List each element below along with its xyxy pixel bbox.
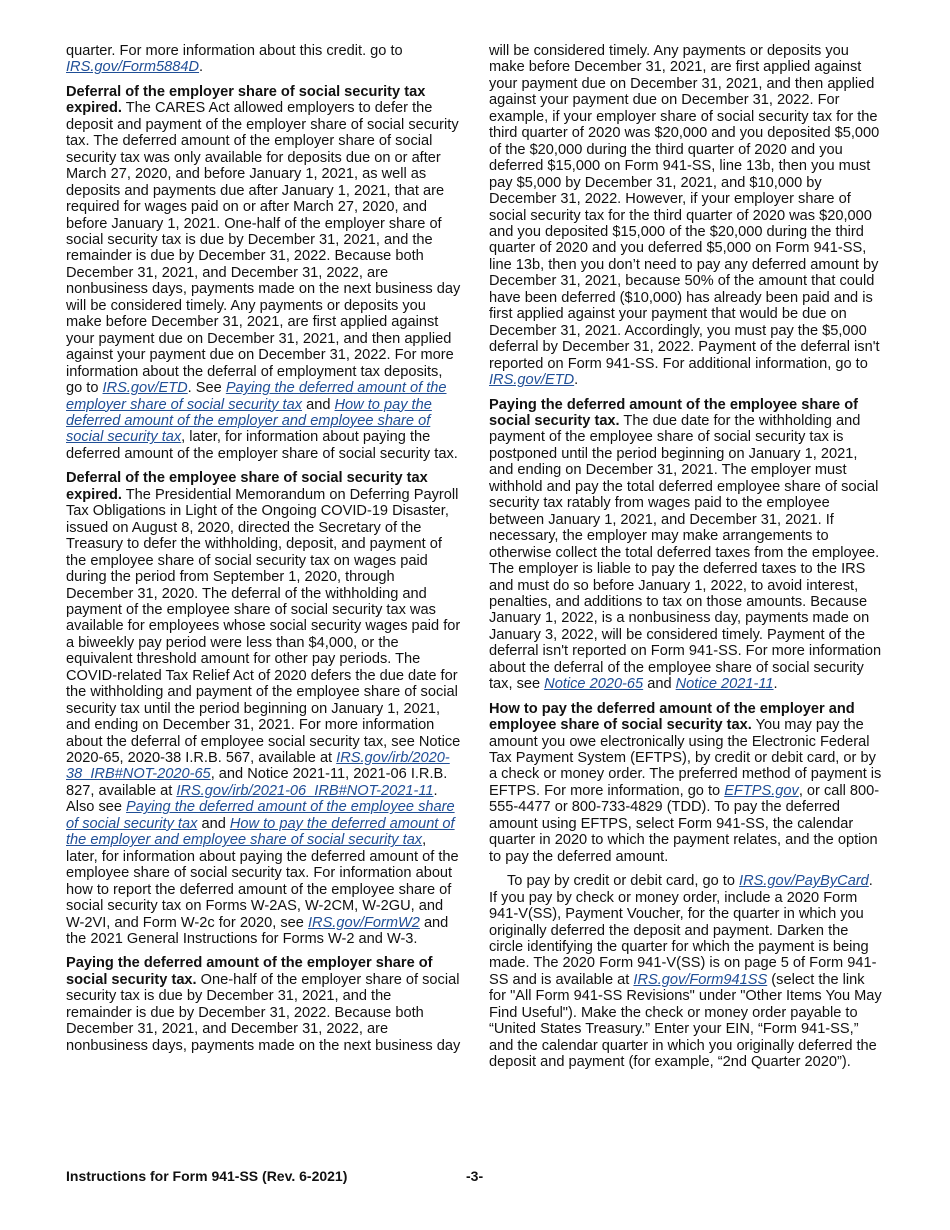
- link-irs-form941ss[interactable]: IRS.gov/Form941SS: [633, 971, 768, 988]
- paragraph: Deferral of the employer share of social security tax expired. The CARES Act allowed employers to defer the deposit and payment of the employer share of social security tax. The deferred amount of the employer share of social security tax was only available for deposits due on or after March 27, 2020, and before January 1, 2021, as well as deposits and payments due after January 1, 2021, that are required for wages paid on or after March 27, 2020, and before January 1, 2021. One-half of the employer share of social security tax is due by December 31, 2021, and the remainder is due by December 31, 2022. Because both December 31, 2021, and December 31, 2022, are nonbusiness days, payments made on the next business day will be considered timely. Any payments or deposits you make before December 31, 2021, are first applied against your payment due on December 31, 2021, and then applied against your payment due on December 31, 2022. For more information about the deferral of employment tax deposits, go to IRS.gov/ETD. See Paying the deferred amount of the employer share of social security tax and How to pay the deferred amount of the employer and employee share of social security tax, later, for information about paying the deferred amount of the employer share of social security tax.: [66, 83, 461, 462]
- section-heading: Deferral of the employee share of social security tax expired.: [66, 470, 428, 503]
- left-column: [66, 43, 461, 1062]
- paragraph: will be considered timely. Any payments or deposits you make before December 31, 2021, are first applied against your payment due on December 31, 2021, and then applied against your payment due on December 31, 2022. For example, if your employer share of social security tax for the third quarter of 2020 was $20,000 and you deposited $5,000 of the $20,000 during the third quarter of 2020 and you deferred $15,000 on Form 941-SS, line 13b, then you must pay $5,000 by December 31, 2021, and $10,000 by December 31, 2022. However, if your employer share of social security tax for the third quarter of 2020 was $20,000 and you deposited $15,000 of the $20,000 during the third quarter of 2020 and you deferred $5,000 on Form 941-SS, line 13b, then you don’t need to pay any deferred amount by December 31, 2021, because 50% of the amount that could have been deferred ($10,000) has already been paid and is first applied against your payment that would be due on December 31, 2021. Accordingly, you must pay the $5,000 deferral by December 31, 2022. Payment of the deferral isn't reported on Form 941-SS. For additional information, go to IRS.gov/ETD.: [489, 43, 880, 389]
- link-irs-etd[interactable]: IRS.gov/ETD: [102, 380, 188, 397]
- right-column: [489, 43, 884, 1079]
- link-irs-etd[interactable]: IRS.gov/ETD: [489, 372, 575, 389]
- section-heading: Paying the deferred amount of the employee share of social security tax.: [489, 396, 858, 429]
- section-heading: Paying the deferred amount of the employer share of social security tax.: [66, 955, 433, 988]
- link-notice-2020-65[interactable]: Notice 2020-65: [544, 676, 644, 693]
- page-number: -3-: [466, 1168, 484, 1184]
- paragraph: Paying the deferred amount of the employer share of social security tax. One-half of the employer share of social security tax is due by December 31, 2021, and the remainder is due by December 31, 2022. Because both December 31, 2021, and December 31, 2022, are nonbusiness days, payments made on the next business day: [66, 955, 461, 1054]
- link-irs-formw2[interactable]: IRS.gov/FormW2: [307, 914, 420, 931]
- link-paying-employee-share[interactable]: Paying the deferred amount of the employee share of social security tax: [66, 799, 455, 832]
- link-how-to-pay[interactable]: How to pay the deferred amount of the employer and employee share of social security tax: [66, 396, 432, 446]
- link-how-to-pay[interactable]: How to pay the deferred amount of the employer and employee share of social security tax: [66, 815, 455, 849]
- link-irb-2020-38[interactable]: IRS.gov/irb/2020-38_IRB#NOT-2020-65: [66, 750, 450, 783]
- section-heading: Deferral of the employer share of social security tax expired.: [66, 83, 426, 117]
- link-notice-2021-11[interactable]: Notice 2021-11: [675, 676, 774, 693]
- link-eftps[interactable]: EFTPS.gov: [724, 782, 799, 799]
- section-heading: How to pay the deferred amount of the employer and employee share of social security tax.: [489, 700, 855, 734]
- link-irs-paybycard[interactable]: IRS.gov/PayByCard: [739, 873, 869, 890]
- paragraph: To pay by credit or debit card, go to IRS.gov/PayByCard. If you pay by check or money order, include a 2020 Form 941-V(SS), Payment Voucher, for the quarter in which you originally deferred the deposit and payment. Darken the circle identifying the quarter for which the payment is being made. The 2020 Form 941-V(SS) is on page 5 of Form 941-SS and is available at IRS.gov/Form941SS (select the link for "All Form 941-SS Revisions" under "Other Items You May Find Useful"). Make the check or money order payable to “United States Treasury.” Enter your EIN, “Form 941-SS,” and the calendar quarter in which you originally deferred the deposit and payment (for example, “2nd Quarter 2020”).: [489, 873, 882, 1071]
- link-paying-employer-share[interactable]: Paying the deferred amount of the employer share of social security tax: [66, 380, 447, 413]
- paragraph: How to pay the deferred amount of the employer and employee share of social security tax. You may pay the amount you owe electronically using the Electronic Federal Tax Payment System (EFTPS), by credit or debit card, or by a check or money order. The preferred method of payment is EFTPS. For more information, go to EFTPS.gov, or call 800-555-4477 or 800-733-4829 (TDD). To pay the deferred amount using EFTPS, select Form 941-SS, the calendar quarter in 2020 to which the payment relates, and the option to pay the deferred amount.: [489, 700, 882, 865]
- link-irb-2021-06[interactable]: IRS.gov/irb/2021-06_IRB#NOT-2021-11: [176, 782, 434, 799]
- paragraph: quarter. For more information about this credit. go to IRS.gov/Form5884D.: [66, 43, 403, 76]
- footer-form-title: Instructions for Form 941-SS (Rev. 6-2021): [66, 1168, 348, 1184]
- link-irs-form5884d[interactable]: IRS.gov/Form5884D: [66, 59, 200, 76]
- paragraph: Deferral of the employee share of social security tax expired. The Presidential Memorandum on Deferring Payroll Tax Obligations in Light of the Ongoing COVID-19 Disaster, issued on August 8, 2020, directed the Secretary of the Treasury to defer the withholding, deposit, and payment of the employee share of social security tax on wages paid during the period from September 1, 2020, through December 31, 2020. The deferral of the withholding and payment of the employee share of social security tax was available for employees whose social security wages paid for a biweekly pay period were less than $4,000, or the equivalent threshold amount for other pay periods. The COVID-related Tax Relief Act of 2020 defers the due date for the withholding and payment of the employee share of social security tax until the period beginning on January 1, 2021, and ending on December 31, 2021. For more information about the deferral of employee social security tax, see Notice 2020-65, 2020-38 I.R.B. 567, available at IRS.gov/irb/2020-38_IRB#NOT-2020-65, and Notice 2021-11, 2021-06 I.R.B. 827, available at IRS.gov/irb/2021-06_IRB#NOT-2021-11. Also see Paying the deferred amount of the employee share of social security tax and How to pay the deferred amount of the employer and employee share of social security tax, later, for information about paying the deferred amount of the employee share of social security tax. For information about how to report the deferred amount of the employee share of social security tax on Forms W-2AS, W-2CM, W-2GU, and W-2VI, and Form W-2c for 2020, see IRS.gov/FormW2 and the 2021 General Instructions for Forms W-2 and W-3.: [66, 470, 461, 948]
- paragraph: Paying the deferred amount of the employee share of social security tax. The due date for the withholding and payment of the employee share of social security tax is postponed until the period beginning on January 1, 2021, and ending on December 31, 2021. The employer must withhold and pay the total deferred employee share of social security tax ratably from wages paid to the employee between January 1, 2021, and December 31, 2021. If necessary, the employer may make arrangements to otherwise collect the total deferred taxes from the employee. The employer is liable to pay the deferred taxes to the IRS and must do so before January 1, 2022, to avoid interest, penalties, and additions to tax on those amounts. Because January 1, 2022, is a nonbusiness day, payments made on January 3, 2022, will be considered timely. Payment of the deferral isn't reported on Form 941-SS. For more information about the deferral of the employee share of social security tax, see Notice 2020-65 and Notice 2021-11.: [489, 396, 882, 693]
